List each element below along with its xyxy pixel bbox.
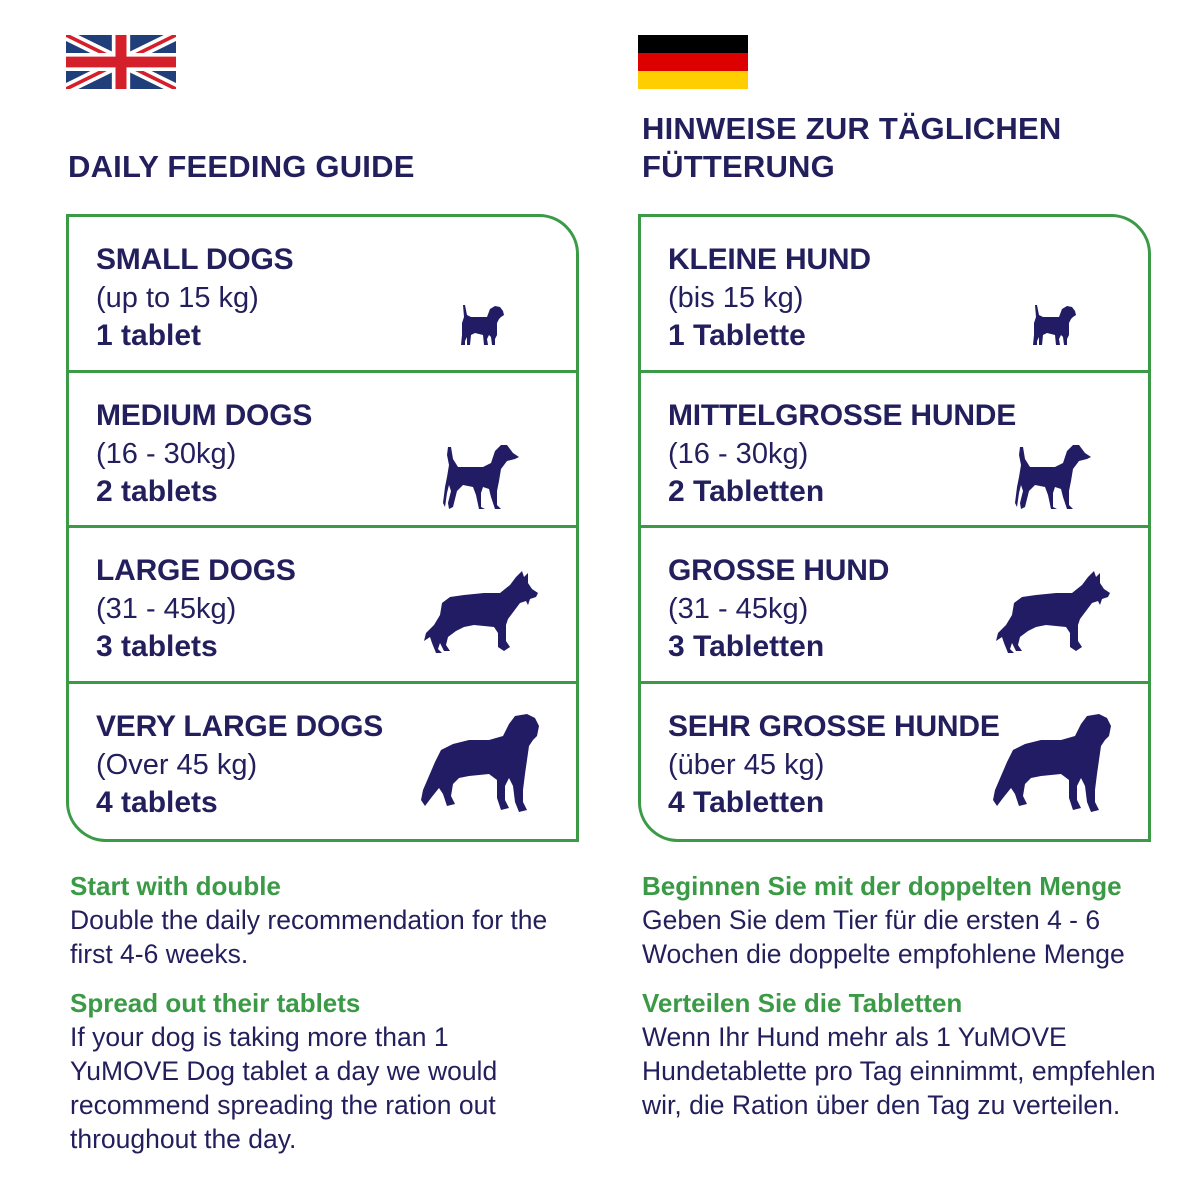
weight-range: (31 - 45kg) (96, 593, 237, 625)
large-dog-icon (424, 571, 539, 657)
dog-size-label: SMALL DOGS (96, 243, 294, 276)
note-body: Double the daily recommendation for the first 4-6 weeks. (70, 905, 548, 969)
table-row-medium (641, 373, 1148, 529)
note-heading: Beginnen Sie mit der doppelten Menge (642, 871, 1122, 901)
dog-size-label: SEHR GROSSE HUNDE (668, 709, 1000, 743)
note-body: If your dog is taking more than 1 YuMOVE Dog tablet a day we would recommend spreading the ration out throughout the day. (70, 1022, 498, 1154)
note-heading: Spread out their tablets (70, 988, 361, 1018)
dog-size-label: VERY LARGE DOGS (96, 709, 384, 743)
weight-range: (16 - 30kg) (96, 437, 237, 470)
note-spread-tablets (642, 987, 1177, 1122)
note-start-double (70, 870, 560, 971)
tablet-dose: 3 tablets (96, 630, 218, 663)
note-body: Geben Sie dem Tier für die ersten 4 - 6 Wochen die doppelte empfohlene Menge (642, 905, 1125, 969)
note-body: Wenn Ihr Hund mehr als 1 YuMOVE Hundetablette pro Tag einnimmt, empfehlen wir, die Ration über den Tag zu verteilen. (642, 1022, 1156, 1120)
notes-section (642, 870, 1177, 1138)
table-row-very-large (69, 684, 576, 840)
feeding-table (638, 214, 1151, 842)
small-dog-icon (1029, 303, 1077, 347)
uk-flag-icon (66, 35, 176, 89)
large-dog-icon (996, 571, 1111, 657)
notes-section (70, 870, 560, 1172)
dog-size-label: LARGE DOGS (96, 554, 296, 587)
guide-title-line-2: FÜTTERUNG (642, 149, 835, 184)
tablet-dose: 2 tablets (96, 474, 218, 508)
dog-size-label: GROSSE HUND (668, 554, 890, 587)
table-row-large (69, 528, 576, 684)
dog-size-label: MITTELGROSSE HUNDE (668, 398, 1017, 432)
small-dog-icon (457, 303, 505, 347)
guide-title (642, 110, 1061, 186)
very-large-dog-icon (991, 714, 1113, 814)
guide-title-line-1: HINWEISE ZUR TÄGLICHEN (642, 111, 1062, 146)
table-row-very-large (641, 684, 1148, 840)
note-heading: Start with double (70, 871, 281, 901)
tablet-dose: 1 tablet (96, 319, 202, 352)
tablet-dose: 4 tablets (96, 785, 218, 819)
weight-range: (31 - 45kg) (668, 593, 809, 625)
weight-range: (Over 45 kg) (96, 748, 258, 781)
note-spread-tablets (70, 987, 560, 1156)
dog-size-label: MEDIUM DOGS (96, 398, 313, 432)
weight-range: (16 - 30kg) (668, 437, 809, 470)
medium-dog-icon (1015, 441, 1091, 511)
tablet-dose: 3 Tabletten (668, 630, 825, 663)
table-row-small (69, 217, 576, 373)
guide-title: DAILY FEEDING GUIDE (68, 149, 415, 184)
tablet-dose: 2 Tabletten (668, 474, 825, 508)
note-heading: Verteilen Sie die Tabletten (642, 988, 963, 1018)
table-row-large (641, 528, 1148, 684)
germany-flag-icon (638, 35, 748, 89)
tablet-dose: 4 Tabletten (668, 785, 825, 819)
medium-dog-icon (443, 441, 519, 511)
weight-range: (up to 15 kg) (96, 282, 259, 314)
weight-range: (bis 15 kg) (668, 282, 804, 314)
tablet-dose: 1 Tablette (668, 319, 806, 352)
table-row-medium (69, 373, 576, 529)
note-start-double (642, 870, 1177, 971)
dog-size-label: KLEINE HUND (668, 243, 871, 276)
feeding-table (66, 214, 579, 842)
table-row-small (641, 217, 1148, 373)
weight-range: (über 45 kg) (668, 748, 825, 781)
very-large-dog-icon (419, 714, 541, 814)
